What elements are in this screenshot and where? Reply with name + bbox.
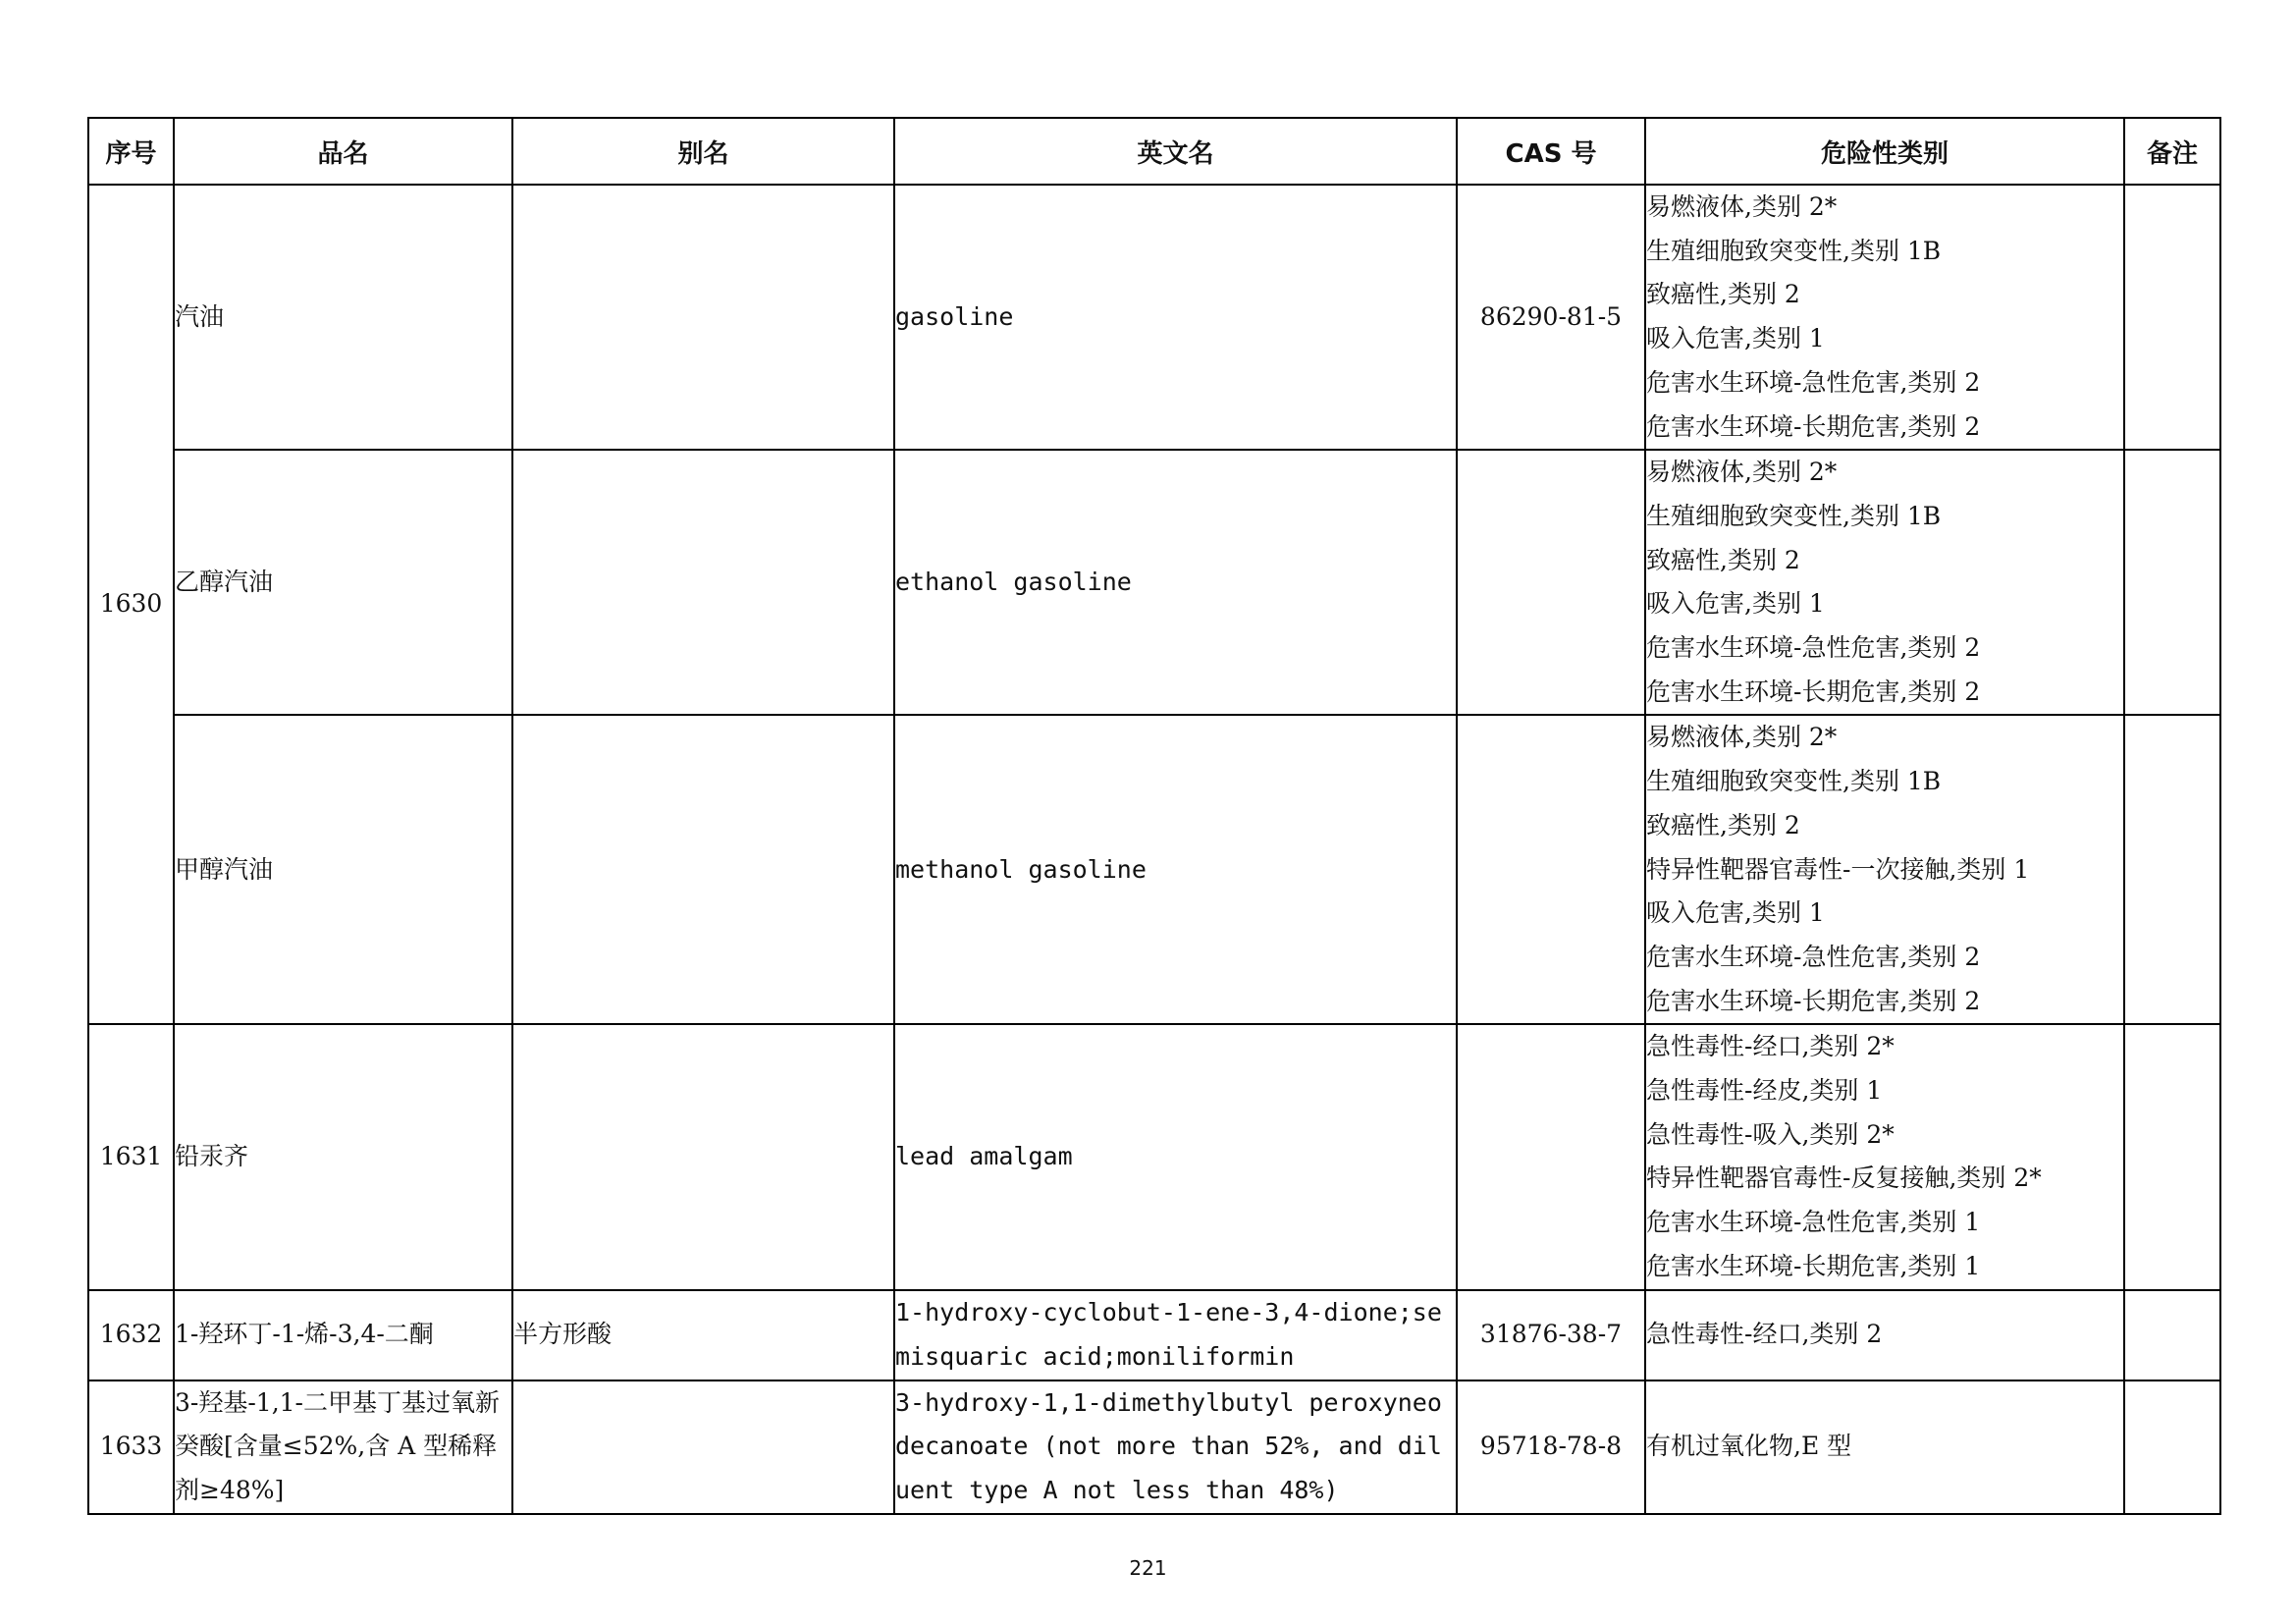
hazard-class-item: 危害水生环境-急性危害,类别 2 [1646, 633, 1981, 663]
remark [2124, 1024, 2220, 1289]
hazardous-chemicals-table [87, 117, 2221, 1515]
remark [2124, 1290, 2220, 1380]
hazard-class-item: 危害水生环境-长期危害,类别 2 [1646, 411, 1981, 441]
cas-number: 86290-81-5 [1457, 185, 1645, 450]
english-name: 3-hydroxy-1,1-dimethylbutyl peroxyneodecanoate (not more than 52%, and diluent type A not less than 48%) [894, 1380, 1457, 1514]
table-header [88, 118, 2220, 185]
hazard-class-item: 易燃液体,类别 2* [1646, 458, 1838, 487]
serial-number: 1631 [88, 1024, 174, 1289]
serial-number: 1633 [88, 1380, 174, 1514]
hazard-class-item: 急性毒性-吸入,类别 2* [1646, 1119, 1895, 1149]
hazard-class-item: 致癌性,类别 2 [1646, 545, 1800, 574]
hazard-class-item: 危害水生环境-急性危害,类别 2 [1646, 367, 1981, 397]
serial-number: 1632 [88, 1290, 174, 1380]
english-name: methanol gasoline [894, 715, 1457, 1024]
hazard-class-item: 生殖细胞致突变性,类别 1B [1646, 236, 1942, 265]
hazard-class-item: 致癌性,类别 2 [1646, 810, 1800, 839]
hazard-classes [1645, 1380, 2124, 1514]
hazard-class-item: 急性毒性-经口,类别 2* [1646, 1032, 1895, 1061]
alias [512, 450, 894, 715]
hazard-class-item: 有机过氧化物,E 型 [1646, 1432, 1852, 1461]
header-no: 序号 [88, 118, 174, 185]
hazard-class-item: 易燃液体,类别 2* [1646, 723, 1838, 752]
cas-number: 31876-38-7 [1457, 1290, 1645, 1380]
hazard-class-item: 危害水生环境-急性危害,类别 1 [1646, 1208, 1981, 1237]
alias [512, 1024, 894, 1289]
cas-number [1457, 1024, 1645, 1289]
alias [512, 715, 894, 1024]
hazard-class-item: 特异性靶器官毒性-一次接触,类别 1 [1646, 854, 2030, 884]
cas-number: 95718-78-8 [1457, 1380, 1645, 1514]
cas-number [1457, 450, 1645, 715]
remark [2124, 715, 2220, 1024]
hazard-classes [1645, 185, 2124, 450]
product-name: 铅汞齐 [174, 1024, 512, 1289]
header-alias: 别名 [512, 118, 894, 185]
header-cas: CAS 号 [1457, 118, 1645, 185]
remark [2124, 1380, 2220, 1514]
header-remark: 备注 [2124, 118, 2220, 185]
hazard-class-item: 生殖细胞致突变性,类别 1B [1646, 501, 1942, 530]
hazard-class-item: 吸入危害,类别 1 [1646, 324, 1825, 353]
hazard-class-item: 致癌性,类别 2 [1646, 280, 1800, 309]
cas-number [1457, 715, 1645, 1024]
english-name: 1-hydroxy-cyclobut-1-ene-3,4-dione;semisquaric acid;moniliformin [894, 1290, 1457, 1380]
header-name: 品名 [174, 118, 512, 185]
serial-number: 1630 [88, 185, 174, 1024]
hazard-class-item: 危害水生环境-急性危害,类别 2 [1646, 942, 1981, 971]
remark [2124, 450, 2220, 715]
hazard-class-item: 危害水生环境-长期危害,类别 2 [1646, 677, 1981, 706]
product-name: 1-羟环丁-1-烯-3,4-二酮 [174, 1290, 512, 1380]
table-row [88, 1380, 2220, 1514]
hazard-classes [1645, 715, 2124, 1024]
table-body [88, 185, 2220, 1514]
alias [512, 185, 894, 450]
hazard-class-item: 吸入危害,类别 1 [1646, 589, 1825, 619]
english-name: lead amalgam [894, 1024, 1457, 1289]
header-hazard-class: 危险性类别 [1645, 118, 2124, 185]
hazard-classes [1645, 1024, 2124, 1289]
hazard-class-item: 急性毒性-经皮,类别 1 [1646, 1076, 1883, 1106]
english-name: gasoline [894, 185, 1457, 450]
hazard-class-item: 吸入危害,类别 1 [1646, 898, 1825, 928]
hazard-classes [1645, 450, 2124, 715]
hazard-classes [1645, 1290, 2124, 1380]
page-number: 221 [1129, 1556, 1167, 1580]
hazard-class-item: 易燃液体,类别 2* [1646, 192, 1838, 221]
header-row [88, 118, 2220, 185]
hazard-class-item: 危害水生环境-长期危害,类别 1 [1646, 1251, 1981, 1280]
table-row [88, 185, 2220, 450]
hazard-class-item: 危害水生环境-长期危害,类别 2 [1646, 986, 1981, 1015]
table-row [88, 450, 2220, 715]
alias: 半方形酸 [512, 1290, 894, 1380]
product-name: 乙醇汽油 [174, 450, 512, 715]
product-name: 汽油 [174, 185, 512, 450]
header-english-name: 英文名 [894, 118, 1457, 185]
table-row [88, 1024, 2220, 1289]
remark [2124, 185, 2220, 450]
table-row [88, 1290, 2220, 1380]
table-row [88, 715, 2220, 1024]
product-name: 甲醇汽油 [174, 715, 512, 1024]
alias [512, 1380, 894, 1514]
product-name: 3-羟基-1,1-二甲基丁基过氧新癸酸[含量≤52%,含 A 型稀释剂≥48%] [174, 1380, 512, 1514]
hazard-class-item: 急性毒性-经口,类别 2 [1646, 1320, 1883, 1349]
english-name: ethanol gasoline [894, 450, 1457, 715]
hazard-class-item: 特异性靶器官毒性-反复接触,类别 2* [1646, 1164, 2042, 1193]
hazard-class-item: 生殖细胞致突变性,类别 1B [1646, 767, 1942, 796]
